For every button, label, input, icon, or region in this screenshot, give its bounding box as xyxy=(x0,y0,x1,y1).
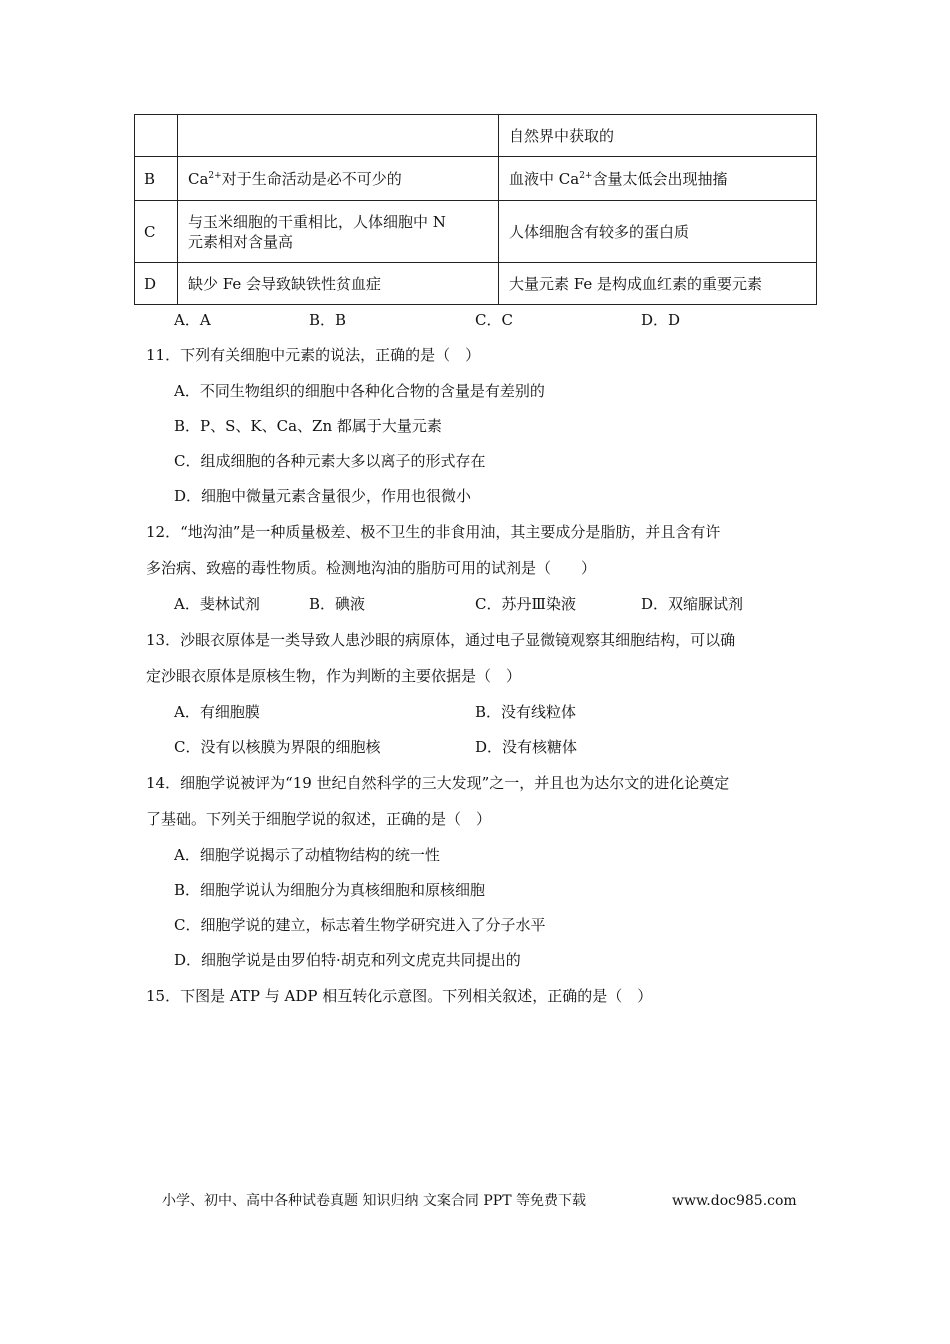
table-row xyxy=(135,201,817,263)
q10-option-c: C．C xyxy=(475,311,513,329)
q11-option-b: B．P、S、K、Ca、Zn 都属于大量元素 xyxy=(174,417,442,435)
q14-option-c: C．细胞学说的建立，标志着生物学研究进入了分子水平 xyxy=(174,916,546,934)
q12-stem-line1: 12．“地沟油”是一种质量极差、极不卫生的非食用油，其主要成分是脂肪，并且含有许 xyxy=(146,523,721,541)
table-cell-label: C xyxy=(135,201,178,263)
q12-option-b: B．碘液 xyxy=(309,595,366,613)
q11-option-c: C．组成细胞的各种元素大多以离子的形式存在 xyxy=(174,452,486,470)
q11-stem: 11．下列有关细胞中元素的说法，正确的是（ ） xyxy=(146,346,481,364)
q15-stem: 15．下图是 ATP 与 ADP 相互转化示意图。下列相关叙述，正确的是（ ） xyxy=(146,987,653,1005)
q14-stem-line1: 14．细胞学说被评为“19 世纪自然科学的三大发现”之一，并且也为达尔文的进化论奠定 xyxy=(146,774,730,792)
q13-option-b: B．没有线粒体 xyxy=(475,703,577,721)
q11-option-a: A．不同生物组织的细胞中各种化合物的含量是有差别的 xyxy=(174,382,545,400)
table-cell xyxy=(178,115,499,157)
table-row xyxy=(135,263,817,305)
cell-text: 对于生命活动是必不可少的 xyxy=(221,169,402,188)
cell-line: 与玉米细胞的干重相比，人体细胞中 N xyxy=(188,212,446,231)
cell-text: 血液中 Ca xyxy=(509,169,580,188)
superscript: 2+ xyxy=(579,170,593,181)
table-cell-label: D xyxy=(135,263,178,305)
q13-option-a: A．有细胞膜 xyxy=(174,703,260,721)
table-cell-label xyxy=(135,115,178,157)
table-cell: 人体细胞含有较多的蛋白质 xyxy=(499,201,817,263)
q12-option-a: A．斐林试剂 xyxy=(174,595,260,613)
q10-option-a: A．A xyxy=(174,311,211,329)
superscript: 2+ xyxy=(208,170,222,181)
cell-text: 含量太低会出现抽搐 xyxy=(592,169,728,188)
table-cell: 缺少 Fe 会导致缺铁性贫血症 xyxy=(178,263,499,305)
q12-option-c: C．苏丹Ⅲ染液 xyxy=(475,595,576,613)
q11-option-d: D．细胞中微量元素含量很少，作用也很微小 xyxy=(174,487,472,505)
answer-table xyxy=(134,114,817,305)
q13-option-d: D．没有核糖体 xyxy=(475,738,578,756)
q14-option-b: B．细胞学说认为细胞分为真核细胞和原核细胞 xyxy=(174,881,486,899)
q10-option-d: D．D xyxy=(641,311,681,329)
q12-stem-line2: 多治病、致癌的毒性物质。检测地沟油的脂肪可用的试剂是（ ） xyxy=(146,559,597,577)
cell-line: 元素相对含量高 xyxy=(188,232,294,251)
table-cell: 大量元素 Fe 是构成血红素的重要元素 xyxy=(499,263,817,305)
q10-option-b: B．B xyxy=(309,311,347,329)
table-cell: 自然界中获取的 xyxy=(499,115,817,157)
table-row xyxy=(135,115,817,157)
table-cell-label: B xyxy=(135,157,178,201)
table-cell xyxy=(499,157,817,201)
q12-option-d: D．双缩脲试剂 xyxy=(641,595,744,613)
q14-option-a: A．细胞学说揭示了动植物结构的统一性 xyxy=(174,846,440,864)
q13-stem-line1: 13．沙眼衣原体是一类导致人患沙眼的病原体，通过电子显微镜观察其细胞结构，可以确 xyxy=(146,631,736,649)
footer-url[interactable]: www.doc985.com xyxy=(672,1193,797,1209)
footer-text: 小学、初中、高中各种试卷真题 知识归纳 文案合同 PPT 等免费下载 xyxy=(162,1193,586,1209)
table-cell xyxy=(178,157,499,201)
q13-option-c: C．没有以核膜为界限的细胞核 xyxy=(174,738,381,756)
q13-stem-line2: 定沙眼衣原体是原核生物，作为判断的主要依据是（ ） xyxy=(146,667,522,685)
table-row xyxy=(135,157,817,201)
q14-option-d: D．细胞学说是由罗伯特·胡克和列文虎克共同提出的 xyxy=(174,951,521,969)
table-cell xyxy=(178,201,499,263)
q14-stem-line2: 了基础。下列关于细胞学说的叙述，正确的是（ ） xyxy=(146,810,492,828)
cell-text: Ca xyxy=(188,169,209,188)
